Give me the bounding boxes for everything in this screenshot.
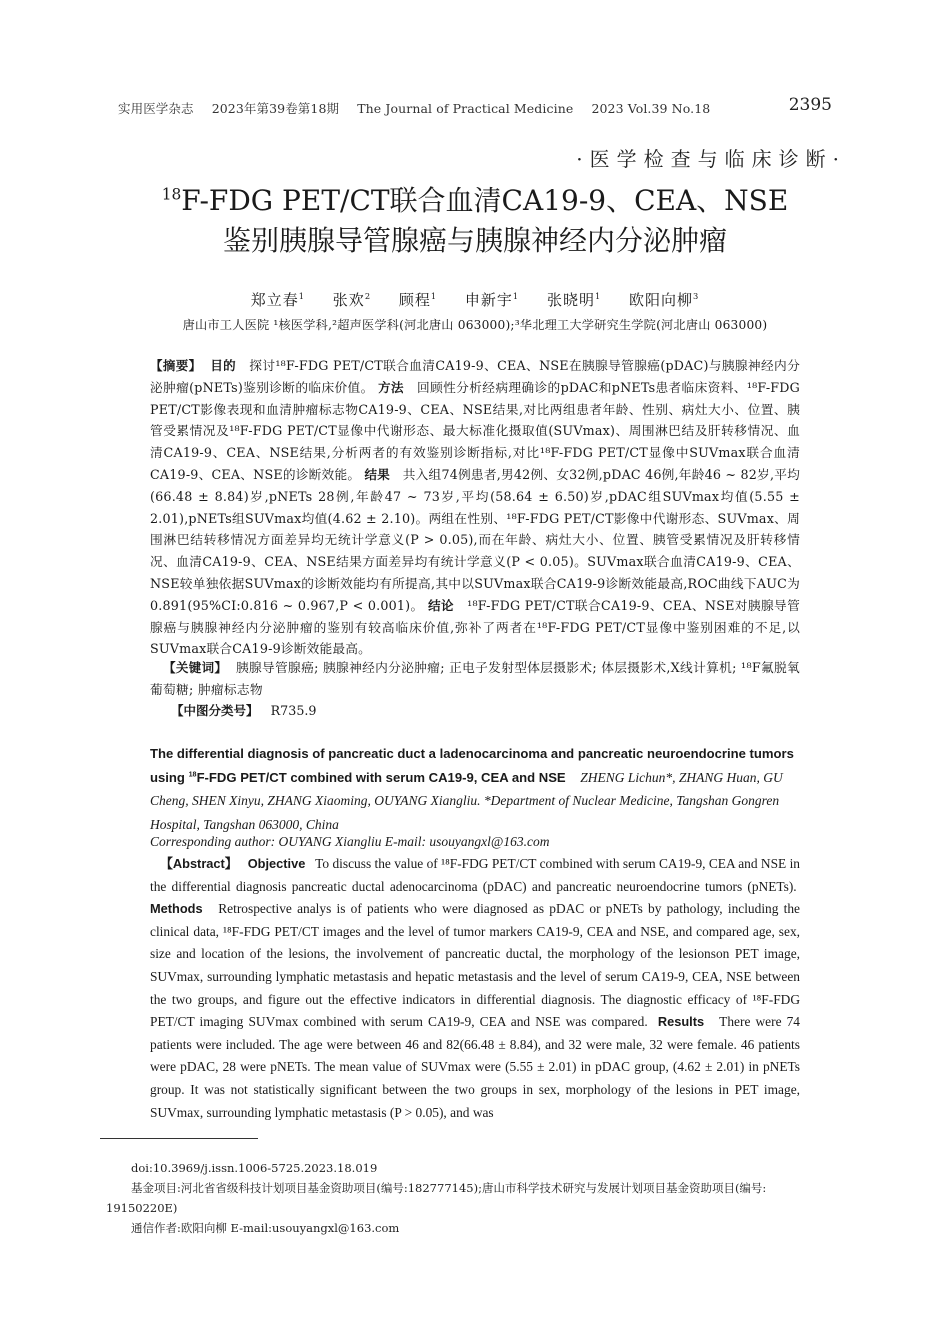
fund-info-continued: 19150220E)	[106, 1201, 178, 1215]
methods-label: 方法	[378, 379, 404, 395]
objective-label: 目的	[210, 358, 237, 373]
english-authors-affiliation: ZHENG Lichun*, ZHANG Huan, GU Cheng, SHEN Xinyu, ZHANG Xiaoming, OUYANG Xiangliu. *Department of Nuclear Medicine, Tangshan Gongren Hospital, Tangshan 063000, China	[150, 769, 783, 832]
objective-en-label: Objective	[247, 856, 306, 871]
affiliation: 唐山市工人医院 ¹核医学科,²超声医学科(河北唐山 063000);³华北理工大学研究生学院(河北唐山 063000)	[182, 318, 768, 332]
footnotes	[106, 1158, 856, 1238]
author: 欧阳向柳$^3$	[628, 291, 700, 309]
fund-info: 基金项目:河北省省级科技计划项目基金资助项目(编号:182777145);唐山市科学技术研究与发展计划项目基金资助项目(编号:	[131, 1181, 767, 1195]
results-en-text: There were 74 patients were included. The age were between 46 and 82(66.48 ± 8.84), and 32 were male, 32 were female. 46 patients were pDAC, 28 were pNETs. The mean value of SUVmax were (5.55 ± 2.01) in pDAC group, (4.62 ± 2.01) in pNETs group. It was not statistically significant between the two groups in sex, morphology of the lesions in PET image, SUVmax, surrounding lymphatic metastasis (P > 0.05), and was	[150, 1014, 800, 1120]
title-line-1-text: F-FDG PET/CT联合血清CA19-9、CEA、NSE	[181, 184, 789, 217]
author-list	[100, 289, 850, 310]
results-text: 共入组74例患者,男42例、女32例,pDAC 46例,年龄46 ~ 82岁,平均(66.48 ± 8.84)岁,pNETs 28例,年龄47 ~ 73岁,平均(58.64 ± 6.50)岁,pDAC组SUVmax均值(5.55 ± 2.01),pNETs组SUVmax均值(4.62 ± 2.10)。两组在性别、¹⁸F-FDG PET/CT影像中代谢形态、SUVmax、周围淋巴结转移情况方面差异均无统计学意义(P > 0.05),而在年龄、病灶大小、位置、胰管受累情况及肝转移情况、血清CA19-9、CEA、NSE结果方面差异均有统计学意义(P < 0.05)。SUVmax联合血清CA19-9、CEA、NSE较单独依据SUVmax的诊断效能均有所提高,其中以SUVmax联合CA19-9诊断效能最高,ROC曲线下AUC为0.891(95%CI:0.816 ~ 0.967,P < 0.001)。	[150, 466, 801, 613]
corresponding-author: Corresponding author: OUYANG Xiangliu E-mail: usouyangxl@163.com	[150, 834, 550, 849]
section-heading: ·医学检查与临床诊断·	[576, 147, 846, 171]
page-number: 2395	[788, 95, 832, 115]
abstract-label: 【摘要】	[150, 358, 202, 373]
issue-en: 2023 Vol.39 No.18	[591, 101, 711, 116]
issue-cn: 2023年第39卷第18期	[211, 101, 340, 116]
journal-name-cn: 实用医学杂志	[118, 101, 194, 116]
abstract-cn	[150, 355, 800, 660]
classification-label: 【中图分类号】	[171, 703, 259, 718]
running-header	[118, 99, 710, 117]
english-title: The differential diagnosis of pancreatic duct a ladenocarcinoma and pancreatic neuroendocrine tumors using $^{18}$F-FDG PET/CT combined with serum CA19-9, CEA and NSE	[150, 746, 794, 785]
objective-en-text: To discuss the value of ¹⁸F-FDG PET/CT combined with serum CA19-9, CEA and NSE in the differential diagnosis pancreatic ductal adenocarcinoma (pDAC) and pancreatic neuroendocrine tumors (pNETs).	[150, 856, 801, 894]
methods-text: 回顾性分析经病理确诊的pDAC和pNETs患者临床资料、¹⁸F-FDG PET/CT影像表现和血清肿瘤标志物CA19-9、CEA、NSE结果,对比两组患者年龄、性别、病灶大小、位置、胰管受累情况及¹⁸F-FDG PET/CT显像中代谢形态、最大标准化摄取值(SUVmax)、周围淋巴结及肝转移情况、血清CA19-9、CEA、NSE结果,分析两者的有效鉴别诊断指标,对比¹⁸F-FDG PET/CT显像中SUVmax联合血清CA19-9、CEA、NSE的诊断效能。	[150, 379, 801, 482]
abstract-en-label: 【Abstract】	[160, 856, 238, 871]
doi: doi:10.3969/j.issn.1006-5725.2023.18.019	[131, 1161, 378, 1175]
author: 张欢$^2$	[332, 291, 372, 309]
author: 郑立春$^1$	[250, 291, 306, 309]
results-en-label: Results	[657, 1014, 705, 1030]
footnote-divider	[100, 1138, 258, 1139]
keywords-label: 【关键词】	[163, 660, 228, 675]
classification	[171, 701, 317, 719]
english-title-block	[150, 742, 800, 836]
classification-code: R735.9	[270, 703, 317, 718]
journal-name-en: The Journal of Practical Medicine	[357, 101, 574, 116]
author: 顾程$^1$	[398, 291, 438, 309]
methods-en-text: Retrospective analys is of patients who were diagnosed as pDAC or pNETs by pathology, including the clinical data, ¹⁸F-FDG PET/CT images and the level of tumor markers CA19-9, CEA and NSE, and compared age, sex, size and location of the lesions, the involvement of pancreatic ductal, the morphology of the lesionson PET image, SUVmax, surrounding lymphatic metastasis and hepatic metastasis and the level of serum CA19-9, CEA, NSE between the two groups, and figure out the effective indicators in differential diagnosis. The diagnostic efficacy of ¹⁸F-FDG PET/CT imaging SUVmax combined with serum CA19-9, CEA and NSE was compared.	[150, 901, 800, 1030]
author: 申新宇$^1$	[464, 291, 520, 309]
objective-text: 探讨¹⁸F-FDG PET/CT联合血清CA19-9、CEA、NSE在胰腺导管腺癌(pDAC)与胰腺神经内分泌肿瘤(pNETs)鉴别诊断的临床价值。	[150, 358, 800, 395]
correspondence: 通信作者:欧阳向柳 E-mail:usouyangxl@163.com	[131, 1221, 400, 1235]
title-isotope-superscript: 18	[161, 185, 182, 204]
methods-en-label: Methods	[150, 901, 203, 917]
results-label: 结果	[364, 466, 390, 482]
abstract-en	[150, 853, 800, 1124]
conclusion-label: 结论	[428, 597, 454, 613]
author: 张晓明$^1$	[546, 291, 602, 309]
article-title-line-1	[100, 182, 850, 219]
article-title-line-2: 鉴别胰腺导管腺癌与胰腺神经内分泌肿瘤	[222, 224, 727, 257]
conclusion-text: ¹⁸F-FDG PET/CT联合CA19-9、CEA、NSE对胰腺导管腺癌与胰腺神经内分泌肿瘤的鉴别有较高临床价值,弥补了两者在¹⁸F-FDG PET/CT显像中鉴别困难的不足,以SUVmax联合CA19-9诊断效能最高。	[150, 597, 801, 657]
keywords-text: 胰腺导管腺癌; 胰腺神经内分泌肿瘤; 正电子发射型体层摄影术; 体层摄影术,X线计算机; ¹⁸F氟脱氧葡萄糖; 肿瘤标志物	[150, 660, 800, 697]
keywords	[150, 657, 800, 701]
